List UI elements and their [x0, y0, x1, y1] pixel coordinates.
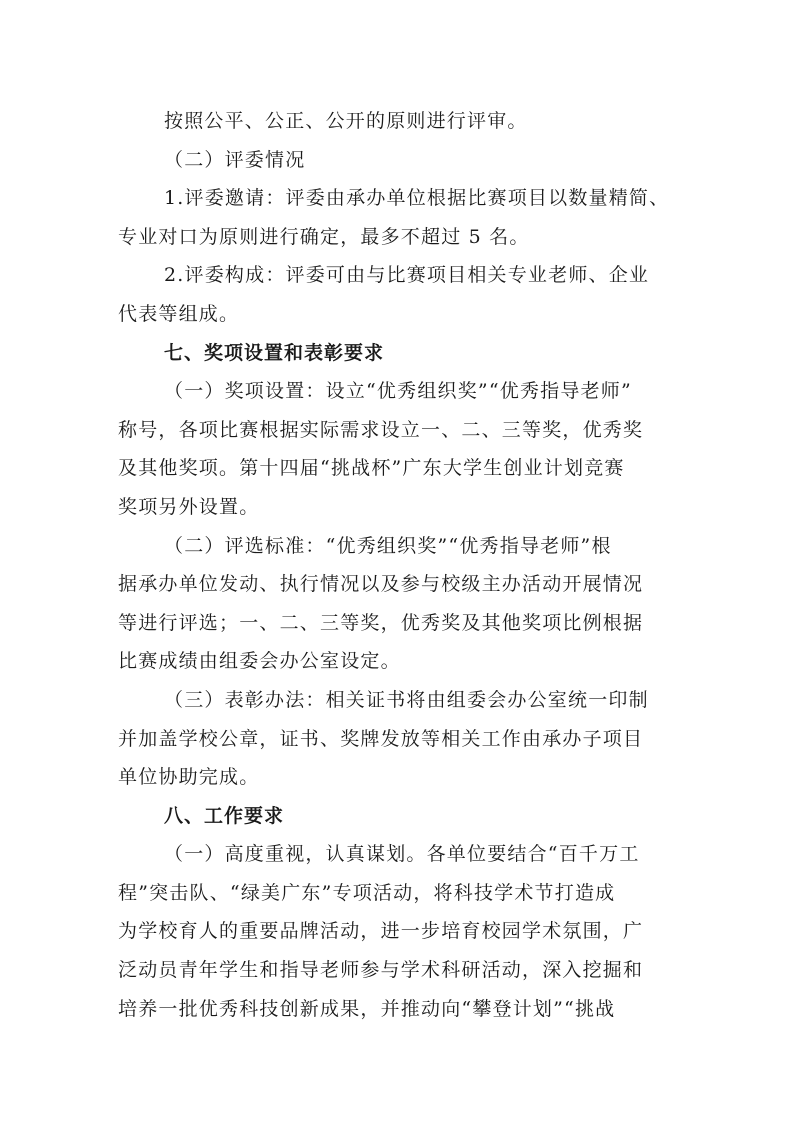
- paragraph-line: 程”突击队、“绿美广东”专项活动，将科技学术节打造成: [118, 881, 616, 904]
- section-subheading: （二）评委情况: [164, 148, 306, 171]
- paragraph-line: （一）奖项设置：设立“优秀组织奖”“优秀指导老师”: [164, 380, 632, 403]
- paragraph-line: 称号，各项比赛根据实际需求设立一、二、三等奖，优秀奖: [118, 418, 644, 441]
- section-heading: 七、奖项设置和表彰要求: [164, 341, 385, 364]
- paragraph-line: 代表等组成。: [118, 302, 240, 325]
- section-heading: 八、工作要求: [164, 804, 285, 827]
- paragraph-line: （二）评选标准：“优秀组织奖”“优秀指导老师”根: [164, 534, 612, 557]
- paragraph-line: 据承办单位发动、执行情况以及参与校级主办活动开展情况: [118, 573, 644, 596]
- paragraph-line: 奖项另外设置。: [118, 495, 260, 518]
- paragraph-line: 泛动员青年学生和指导老师参与学术科研活动，深入挖掘和: [118, 959, 644, 982]
- paragraph-line: （一）高度重视，认真谋划。各单位要结合“百千万工: [164, 843, 640, 866]
- paragraph-line: 2.评委构成：评委可由与比赛项目相关专业老师、企业: [164, 264, 650, 287]
- paragraph-line: 专业对口为原则进行确定，最多不超过 5 名。: [118, 225, 530, 248]
- paragraph-line: 1.评委邀请：评委由承办单位根据比赛项目以数量精简、: [164, 187, 670, 210]
- paragraph-line: 单位协助完成。: [118, 766, 260, 789]
- paragraph-line: 为学校育人的重要品牌活动，进一步培育校园学术氛围，广: [118, 920, 644, 943]
- paragraph-line: 比赛成绩由组委会办公室设定。: [118, 650, 401, 673]
- paragraph-line: 按照公平、公正、公开的原则进行评审。: [164, 110, 528, 132]
- paragraph-line: （三）表彰办法：相关证书将由组委会办公室统一印制: [164, 688, 649, 711]
- paragraph-line: 及其他奖项。第十四届“挑战杯”广东大学生创业计划竞赛: [118, 457, 625, 480]
- paragraph-line: 并加盖学校公章，证书、奖牌发放等相关工作由承办子项目: [118, 727, 644, 750]
- paragraph-line: 培养一批优秀科技创新成果，并推动向“攀登计划”“挑战: [118, 997, 616, 1020]
- paragraph-line: 等进行评选；一、二、三等奖，优秀奖及其他奖项比例根据: [118, 611, 644, 634]
- document-body: [118, 102, 678, 1028]
